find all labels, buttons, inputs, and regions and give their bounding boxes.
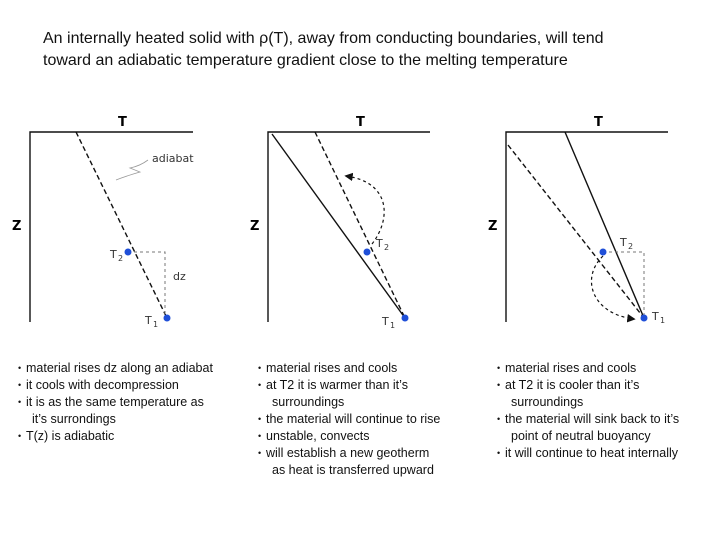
caption-item: [18, 360, 213, 377]
panel-3-t-axis-label: T: [594, 115, 603, 130]
caption-item: [497, 377, 679, 411]
panel-3-reference-line: [603, 252, 644, 318]
panel-2-geotherm-line: [272, 134, 405, 318]
caption-item: [497, 360, 679, 377]
panel-1-t1-label: T: [145, 314, 152, 327]
panel-3-diagram: [488, 115, 668, 325]
panel-3-t2-subscript: 2: [628, 242, 634, 251]
caption-item: [258, 360, 440, 377]
caption-text: unstable, convects: [266, 429, 370, 443]
caption-text: material rises and cools: [505, 361, 637, 375]
caption-item: [497, 445, 679, 462]
panel-2-t-axis-label: T: [356, 115, 365, 130]
caption-text: will establish a new geotherm: [266, 446, 430, 460]
caption-continuation: point of neutral buoyancy: [511, 429, 651, 443]
panel-2-t2-label: T: [376, 237, 383, 250]
panel-2-rise-arrow: [346, 176, 384, 244]
caption-continuation: it’s surrondings: [32, 412, 116, 426]
panel-3-t2-label: T: [620, 236, 627, 249]
panel-2-axes: [268, 132, 430, 322]
panel-1-adiabat-label: adiabat: [152, 152, 194, 165]
panel-3-caption: [497, 360, 679, 462]
caption-item: [258, 428, 440, 445]
panel-2-caption: [258, 360, 440, 479]
panel-2-diagram: [250, 115, 430, 330]
panel-3-sink-arrow: [591, 256, 634, 319]
panel-1-caption: [18, 360, 213, 445]
caption-text: material rises dz along an adiabat: [26, 361, 213, 375]
panel-1-adiabat-pointer: [116, 160, 148, 180]
panel-3-t1-point: [641, 315, 648, 322]
panel-1-t2-point: [125, 249, 132, 256]
panel-3-t2-point: [600, 249, 607, 256]
panel-1-diagram: [12, 115, 194, 329]
caption-item: [258, 411, 440, 428]
panel-3-t1-subscript: 1: [660, 316, 666, 325]
caption-text: it will continue to heat internally: [505, 446, 679, 460]
caption-item: [258, 377, 440, 411]
caption-text: at T2 it is cooler than it’s: [505, 378, 640, 392]
caption-text: at T2 it is warmer than it’s: [266, 378, 408, 392]
caption-item: [18, 428, 213, 445]
panel-3-geotherm-line: [565, 132, 644, 318]
panel-1-z-axis-label: Z: [12, 219, 22, 234]
caption-text: T(z) is adiabatic: [26, 429, 115, 443]
panel-1-dz-bracket: [128, 252, 165, 318]
caption-item: [258, 445, 440, 479]
title-line-2: toward an adiabatic temperature gradient close to the melting temperature: [43, 52, 568, 69]
caption-text: the material will sink back to it’s: [505, 412, 680, 426]
panel-3-z-axis-label: Z: [488, 219, 498, 234]
caption-continuation: surroundings: [272, 395, 345, 409]
panel-1-t1-subscript: 1: [153, 320, 159, 329]
panel-3-adiabat-line: [508, 145, 644, 318]
caption-continuation: as heat is transferred upward: [272, 463, 434, 477]
panel-3-t1-label: T: [652, 310, 659, 323]
panel-1-t2-subscript: 2: [118, 254, 124, 263]
panel-3-axes: [506, 132, 668, 322]
panel-1-dz-label: dz: [173, 270, 186, 283]
caption-item: [18, 394, 213, 428]
caption-text: the material will continue to rise: [266, 412, 441, 426]
caption-continuation: surroundings: [511, 395, 584, 409]
panel-2-adiabat-line: [315, 132, 405, 318]
caption-item: [18, 377, 213, 394]
caption-text: it is as the same temperature as: [26, 395, 204, 409]
caption-text: it cools with decompression: [26, 378, 179, 392]
panel-1-t-axis-label: T: [118, 115, 127, 130]
panel-2-t1-point: [402, 315, 409, 322]
panel-2-z-axis-label: Z: [250, 219, 260, 234]
panel-1-t1-point: [164, 315, 171, 322]
panel-1-t2-label: T: [110, 248, 117, 261]
title-line-1: An internally heated solid with ρ(T), away from conducting boundaries, will tend: [43, 30, 604, 47]
panel-2-t2-point: [364, 249, 371, 256]
caption-text: material rises and cools: [266, 361, 398, 375]
panel-2-t2-subscript: 2: [384, 243, 390, 252]
panel-2-t1-label: T: [382, 315, 389, 328]
panel-2-t1-subscript: 1: [390, 321, 396, 330]
caption-item: [497, 411, 679, 445]
